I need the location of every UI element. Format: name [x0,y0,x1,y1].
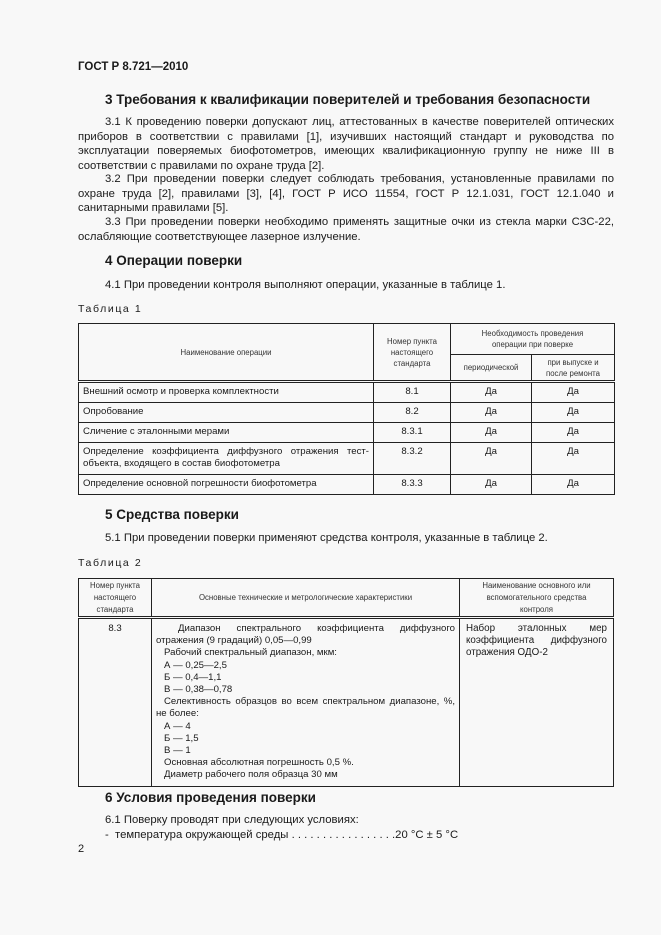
section-3-heading: 3 Требования к квалификации поверителей и требования безопасности [105,92,591,107]
table-1-row [79,474,615,494]
paragraph-3-2: 3.2 При проведении поверки следует соблюдать требования, установленные правилами по охране труда [2], правилами [3], [4], ГОСТ Р ИСО 11554, ГОСТ Р 12.1.031, ГОСТ 12.1.040 и санитарными правилами [5]. [78,173,614,215]
release-cell: Да [532,402,615,422]
selectivity-b: Б — 1,5 [164,732,199,744]
operation-cell: Внешний осмотр и проверка комплектности [79,382,374,403]
operation-cell: Опробование [79,402,374,422]
clause-cell: 8.1 [374,382,451,403]
spectral-label: Рабочий спектральный диапазон, мкм: [164,647,337,659]
release-cell: Да [532,442,615,474]
operation-cell: Сличение с эталонными мерами [79,422,374,442]
release-cell: Да [532,474,615,494]
table-1 [78,323,615,495]
paragraph-5-1: 5.1 При проведении поверки применяют средства контроля, указанные в таблице 2. [105,532,548,544]
table-1-header-necessity: Необходимость проведения операции при поверке [451,324,615,355]
selectivity-v: В — 1 [164,745,191,757]
table-1-header-clause: Номер пункта настоящего стандарта [374,324,451,382]
operation-cell: Определение основной погрешности биофотометра [79,474,374,494]
leader-dots: . . . . . . . . . . . . . . . . . [288,829,396,841]
section-5-heading: 5 Средства поверки [105,507,239,522]
spectral-range-text: Диапазон спектрального коэффициента диффузного отражения (9 градаций) 0,05—0,99 [156,623,455,647]
document-code: ГОСТ Р 8.721—2010 [78,61,189,73]
periodic-cell: Да [451,382,532,403]
table-1-row [79,442,615,474]
clause-cell: 8.3.3 [374,474,451,494]
table-1-header-periodic: периодической [451,355,532,382]
clause-cell: 8.3.1 [374,422,451,442]
table-2-header-characteristics: Основные технические и метрологические характеристики [152,579,460,618]
table-1-caption: Таблица 1 [78,303,143,315]
periodic-cell: Да [451,402,532,422]
field-diameter: Диаметр рабочего поля образца 30 мм [164,769,338,781]
periodic-cell: Да [451,474,532,494]
condition-item [105,829,458,841]
spectral-v: В — 0,38—0,78 [164,684,233,696]
table-2-header-clause: Номер пункта настоящего стандарта [79,579,152,618]
table-1-row [79,422,615,442]
table-1-row [79,402,615,422]
paragraph-4-1: 4.1 При проведении контроля выполняют операции, указанные в таблице 1. [105,279,506,291]
clause-cell: 8.3 [79,618,152,787]
section-4-heading: 4 Операции поверки [105,253,243,268]
condition-value: 20 °С ± 5 °С [395,829,459,841]
paragraph-6-1: 6.1 Поверку проводят при следующих условиях: [105,814,359,826]
paragraph-3-1: 3.1 К проведению поверки допускают лиц, аттестованных в качестве поверителей оптических приборов в соответствии с правилами [1], изучивших настоящий стандарт и руководства по эксплуатации поверяемых биофотометров, имеющих квалификационную группу не ниже III в соответствии с правилами по охране труда [2]. [78,116,614,172]
paragraph-3-3: 3.3 При проведении поверки необходимо применять защитные очки из стекла марки СЗС-22, ослабляющие соответствующее лазерное излучение. [78,216,614,243]
release-cell: Да [532,422,615,442]
spectral-a: А — 0,25—2,5 [164,659,227,671]
page-number: 2 [78,843,85,855]
periodic-cell: Да [451,422,532,442]
clause-cell: 8.3.2 [374,442,451,474]
selectivity-a: А — 4 [164,720,191,732]
table-1-header-operation: Наименование операции [79,324,374,382]
table-1-row [79,382,615,403]
characteristics-cell [152,618,460,787]
table-2-row [79,618,614,787]
section-6-heading: 6 Условия проведения поверки [105,790,316,805]
table-2-caption: Таблица 2 [78,557,143,569]
selectivity-label: Селективность образцов во всем спектральном диапазоне, %, не более: [156,696,455,720]
release-cell: Да [532,382,615,403]
table-2-header-means: Наименование основного или вспомогательного средства контроля [460,579,614,618]
spectral-b: Б — 0,4—1,1 [164,671,222,683]
clause-cell: 8.2 [374,402,451,422]
means-cell: Набор эталонных мер коэффициента диффузного отражения ОДО-2 [460,618,614,787]
basic-error: Основная абсолютная погрешность 0,5 %. [164,757,354,769]
condition-label: - температура окружающей среды [105,829,289,841]
table-1-header-release: при выпуске и после ремонта [532,355,615,382]
table-2 [78,578,614,787]
periodic-cell: Да [451,442,532,474]
operation-cell: Определение коэффициента диффузного отражения тест-объекта, входящего в состав биофотометра [79,442,374,474]
